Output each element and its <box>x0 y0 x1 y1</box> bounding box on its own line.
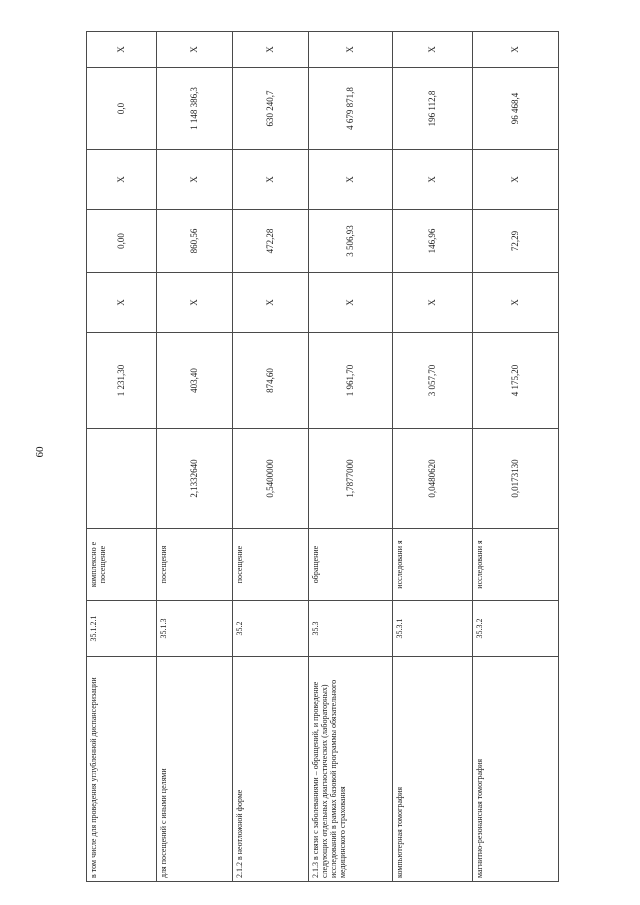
table-container <box>86 32 558 882</box>
cell-x: X <box>87 150 157 210</box>
cell-x: X <box>233 150 309 210</box>
cell-norm: 0,0173130 <box>473 429 559 529</box>
cell-unit: исследовани я <box>473 529 559 601</box>
cell-norm: 2,1332640 <box>157 429 233 529</box>
table-row <box>233 32 309 882</box>
cell-code: 35.1.2.1 <box>87 601 157 657</box>
cell-x: X <box>393 273 473 333</box>
cell-x: X <box>233 32 309 68</box>
page-number: 60 <box>34 446 46 458</box>
cell-amount: 196 112,8 <box>393 68 473 150</box>
cell-x: X <box>157 150 233 210</box>
cell-cost: 4 175,20 <box>473 333 559 429</box>
cell-amount: 1 148 386,3 <box>157 68 233 150</box>
table-row <box>87 32 157 882</box>
cell-code: 35.3.1 <box>393 601 473 657</box>
cell-unit: обращение <box>309 529 393 601</box>
cell-x: X <box>473 150 559 210</box>
cell-x: X <box>309 32 393 68</box>
table-body <box>87 32 559 882</box>
cell-unit: посещения <box>157 529 233 601</box>
cell-x: X <box>233 273 309 333</box>
cell-per-capita: 146,96 <box>393 210 473 273</box>
cell-cost: 403,40 <box>157 333 233 429</box>
cell-per-capita: 72,29 <box>473 210 559 273</box>
cell-x: X <box>309 273 393 333</box>
cell-name: магнитно-резонансная томография <box>473 657 559 882</box>
cell-per-capita: 0,00 <box>87 210 157 273</box>
cell-per-capita: 860,56 <box>157 210 233 273</box>
cell-per-capita: 472,28 <box>233 210 309 273</box>
cell-code: 35.2 <box>233 601 309 657</box>
cell-name: для посещений с иными целями <box>157 657 233 882</box>
cell-norm: 0,5400000 <box>233 429 309 529</box>
cell-name: в том числе для проведения углубленной диспансеризации <box>87 657 157 882</box>
cell-x: X <box>393 150 473 210</box>
cell-code: 35.3 <box>309 601 393 657</box>
cell-cost: 1 961,70 <box>309 333 393 429</box>
cell-x: X <box>157 273 233 333</box>
cell-unit: комплексно е посещение <box>87 529 157 601</box>
cell-amount: 0,0 <box>87 68 157 150</box>
cell-x: X <box>87 273 157 333</box>
cell-norm: 0,0480620 <box>393 429 473 529</box>
cell-x: X <box>87 32 157 68</box>
table-row <box>473 32 559 882</box>
cell-norm <box>87 429 157 529</box>
cell-x: X <box>157 32 233 68</box>
cell-code: 35.1.3 <box>157 601 233 657</box>
cell-name: 2.1.3 в связи с заболеваниями – обращений, и проведение следующих отдельных диагностических (лабораторных) исследований в рамках базовой программы обязательного медицинского страхования <box>309 657 393 882</box>
data-table <box>86 31 559 882</box>
cell-cost: 3 057,70 <box>393 333 473 429</box>
table-row <box>157 32 233 882</box>
cell-amount: 4 679 871,8 <box>309 68 393 150</box>
table-row <box>393 32 473 882</box>
cell-unit: исследовани я <box>393 529 473 601</box>
cell-per-capita: 3 506,93 <box>309 210 393 273</box>
cell-cost: 874,60 <box>233 333 309 429</box>
cell-x: X <box>473 32 559 68</box>
cell-amount: 630 240,7 <box>233 68 309 150</box>
cell-unit: посещение <box>233 529 309 601</box>
cell-name: 2.1.2 в неотложной форме <box>233 657 309 882</box>
cell-cost: 1 231,30 <box>87 333 157 429</box>
table-row <box>309 32 393 882</box>
cell-x: X <box>309 150 393 210</box>
cell-x: X <box>393 32 473 68</box>
cell-code: 35.3.2 <box>473 601 559 657</box>
cell-x: X <box>473 273 559 333</box>
cell-norm: 1,7877000 <box>309 429 393 529</box>
cell-name: компьютерная томография <box>393 657 473 882</box>
cell-amount: 96 468,4 <box>473 68 559 150</box>
